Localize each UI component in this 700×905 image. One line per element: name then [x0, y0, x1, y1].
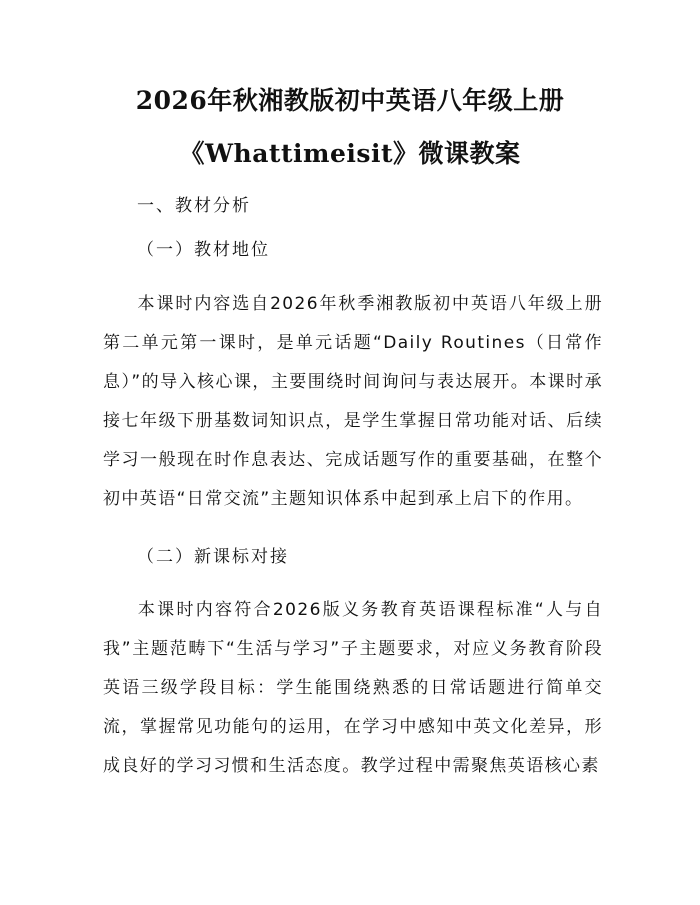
document-title-line1: 2026年秋湘教版初中英语八年级上册	[135, 86, 565, 115]
paragraph-textbook-position	[103, 285, 603, 519]
paragraph-textbook-position-text: 本课时内容选自2026年秋季湘教版初中英语八年级上册第二单元第一课时，是单元话题“Daily Routines（日常作息）”的导入核心课，主要围绕时间询问与表达展开。本课时承接七年级下册基数词知识点，是学生掌握日常功能对话、后续学习一般现在时作息表达、完成话题写作的重要基础，在整个初中英语“日常交流”主题知识体系中起到承上启下的作用。	[103, 294, 603, 509]
subsection-heading-curriculum-standard: （二）新课标对接	[137, 547, 289, 567]
subsection-heading-textbook-position: （一）教材地位	[137, 240, 270, 260]
paragraph-curriculum-standard	[103, 591, 603, 791]
document-title-line2: 《Whattimeisit》微课教案	[179, 139, 521, 168]
paragraph-curriculum-standard-text: 本课时内容符合2026版义务教育英语课程标准“人与自我”主题范畴下“生活与学习”子主题要求，对应义务教育阶段英语三级学段目标：学生能围绕熟悉的日常话题进行简单交流，掌握常见功能句的运用，在学习中感知中英文化差异，形成良好的学习习惯和生活态度。教学过程中需聚焦英语核心素	[103, 600, 603, 776]
section-heading-textbook-analysis: 一、教材分析	[137, 196, 251, 216]
